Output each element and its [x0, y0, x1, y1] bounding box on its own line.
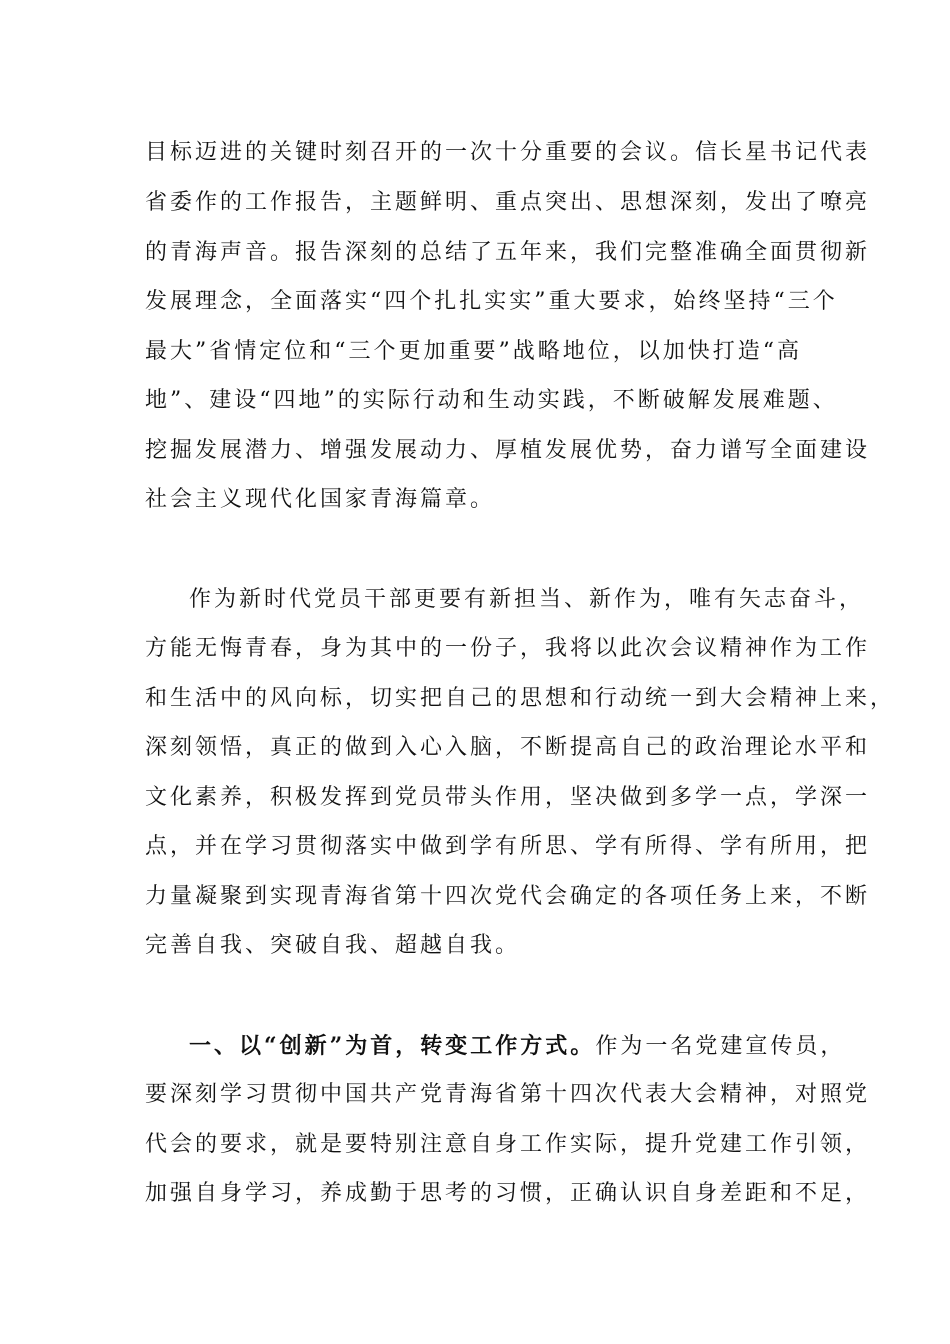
- paragraph-1-line-3: 的青海声音。报告深刻的总结了五年来，我们完整准确全面贯彻新: [145, 240, 871, 265]
- paragraph-2-line-4: 深刻领悟，真正的做到入心入脑，不断提高自己的政治理论水平和: [145, 735, 871, 760]
- paragraph-2-line-2: 方能无悔青春，身为其中的一份子，我将以此次会议精神作为工作: [145, 636, 871, 661]
- paragraph-2-line-6: 点，并在学习贯彻落实中做到学有所思、学有所得、学有所用，把: [145, 834, 871, 859]
- paragraph-2-line-7: 力量凝聚到实现青海省第十四次党代会确定的各项任务上来，不断: [145, 884, 871, 909]
- paragraph-3-line-3: 代会的要求，就是要特别注意自身工作实际，提升党建工作引领，: [145, 1132, 871, 1157]
- section-heading-rest: 作为一名党建宣传员，: [595, 1034, 846, 1059]
- paragraph-1-line-8: 社会主义现代化国家青海篇章。: [145, 487, 496, 512]
- paragraph-1-line-7: 挖掘发展潜力、增强发展动力、厚植发展优势，奋力谱写全面建设: [145, 438, 871, 463]
- paragraph-2-line-3: 和生活中的风向标，切实把自己的思想和行动统一到大会精神上来，: [145, 686, 896, 711]
- paragraph-3-line-1: [189, 1033, 869, 1060]
- paragraph-2-line-1: 作为新时代党员干部更要有新担当、新作为，唯有矢志奋斗，: [189, 587, 865, 612]
- paragraph-1-line-5: 最大”省情定位和“三个更加重要”战略地位，以加快打造“高: [145, 339, 802, 364]
- paragraph-2-line-5: 文化素养，积极发挥到党员带头作用，坚决做到多学一点，学深一: [145, 785, 871, 810]
- paragraph-2-line-8: 完善自我、突破自我、超越自我。: [145, 933, 521, 958]
- section-heading: 一、以“创新”为首，转变工作方式。: [189, 1033, 596, 1059]
- paragraph-1-line-4: 发展理念，全面落实“四个扎扎实实”重大要求，始终坚持“三个: [145, 289, 838, 314]
- paragraph-3-line-2: 要深刻学习贯彻中国共产党青海省第十四次代表大会精神，对照党: [145, 1082, 871, 1107]
- paragraph-1-line-2: 省委作的工作报告，主题鲜明、重点突出、思想深刻，发出了嘹亮: [145, 190, 871, 215]
- paragraph-3-line-4: 加强自身学习，养成勤于思考的习惯，正确认识自身差距和不足，: [145, 1181, 871, 1206]
- paragraph-1-line-1: 目标迈进的关键时刻召开的一次十分重要的会议。信长星书记代表: [145, 140, 871, 165]
- paragraph-1-line-6: 地”、建设“四地”的实际行动和生动实践，不断破解发展难题、: [145, 388, 838, 413]
